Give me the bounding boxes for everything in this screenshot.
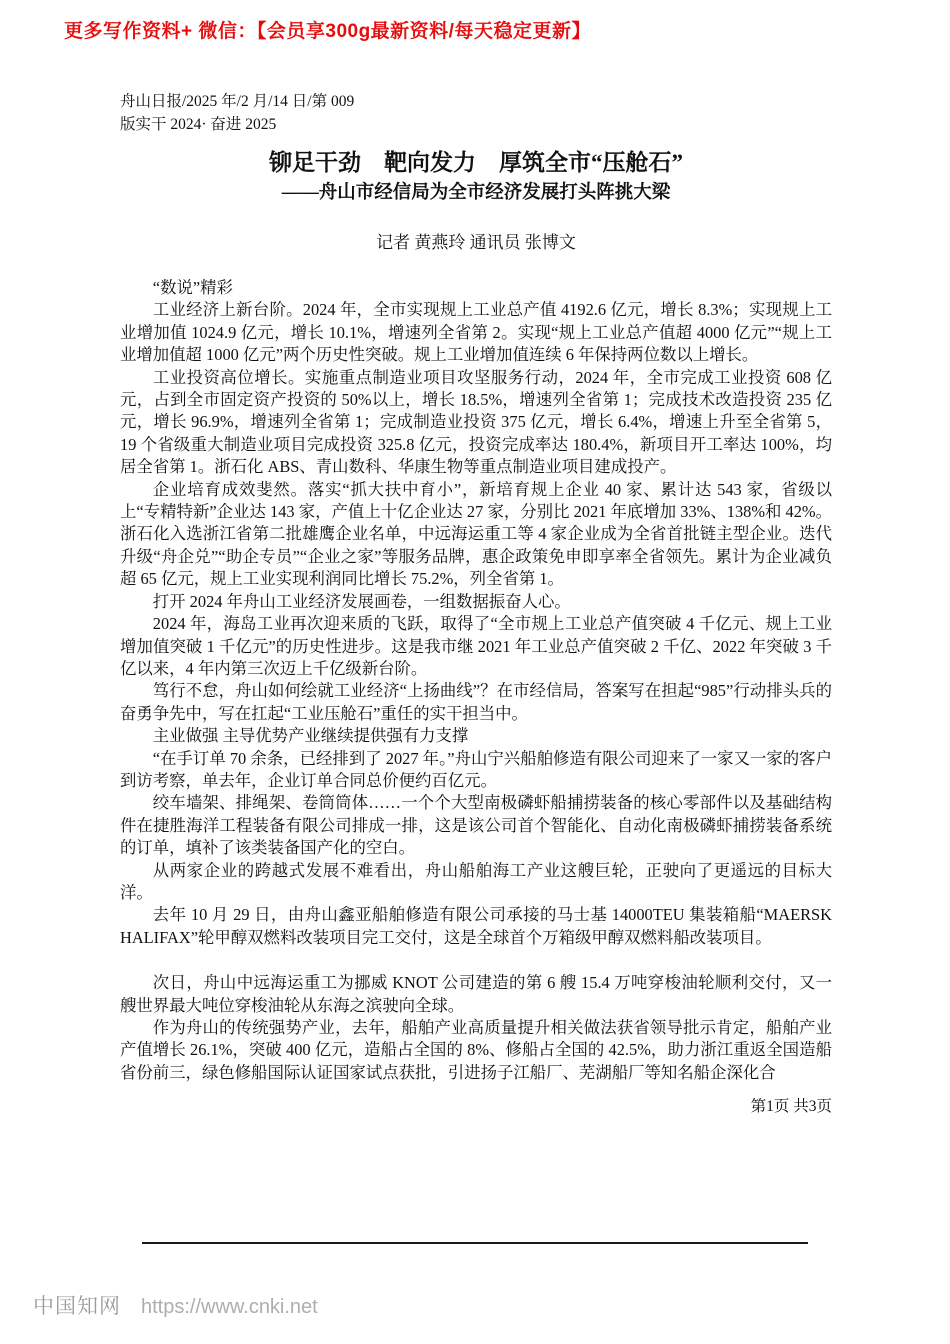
- article-body: [120, 277, 832, 1084]
- page-number-indicator: 第1页 共3页: [750, 1098, 832, 1115]
- article-byline: 记者 黄燕玲 通讯员 张博文: [376, 233, 576, 252]
- cnki-url-text: https://www.cnki.net: [141, 1296, 318, 1318]
- paragraph: 企业培育成效斐然。落实“抓大扶中育小”，新培育规上企业 40 家、累计达 543 家，省级以上“专精特新”企业达 143 家，产值上十亿企业达 27 家，分别比 2021 年底增加 33%、138%和 42%。浙石化入选浙江省第二批雄鹰企业名单，中远海运重工等 4 家企业成为全省首批链主型企业。迭代升级“舟企兑”“助企专员”“企业之家”等服务品牌，惠企政策免申即享率全省领先。累计为企业减负超 65 亿元，规上工业实现利润同比增长 75.2%，列全省第 1。: [120, 479, 832, 589]
- paragraph-section-heading: 主业做强 主导优势产业继续提供强有力支撑: [152, 726, 469, 746]
- paragraph: 工业经济上新台阶。2024 年，全市实现规上工业总产值 4192.6 亿元，增长 8.3%；实现规上工业增加值 1024.9 亿元，增长 10.1%，增速列全省第 2。实现“规上工业总产值超 4000 亿元”“规上工业增加值超 1000 亿元”两个历史性突破。规上工业增加值连续 6 年保持两位数以上增长。: [120, 300, 832, 365]
- paragraph: 去年 10 月 29 日，由舟山鑫亚船舶修造有限公司承接的马士基 14000TEU 集装箱船“MAERSK HALIFAX”轮甲醇双燃料改装项目完工交付，这是全球首个万箱级甲醇双燃料船改装项目。: [120, 905, 832, 947]
- article-content: [120, 90, 832, 1084]
- paragraph: 打开 2024 年舟山工业经济发展画卷，一组数据振奋人心。: [152, 591, 571, 611]
- paragraph: “在手订单 70 余条，已经排到了 2027 年。”舟山宁兴船舶修造有限公司迎来了一家又一家的客户到访考察，单去年，企业订单合同总价便约百亿元。: [120, 748, 832, 790]
- paragraph: 工业投资高位增长。实施重点制造业项目攻坚服务行动，2024 年，全市完成工业投资 608 亿元，占到全市固定资产投资的 50%以上，增长 18.5%，增速列全省第 1；完成技术改造投资 235 亿元，增长 96.9%，增速列全省第 1；完成制造业投资 375 亿元，增长 6.4%，增速上升至全省第 5，19 个省级重大制造业项目完成投资 325.8 亿元，投资完成率达 180.4%，新项目开工率达 100%，均居全省第 1。浙石化 ABS、青山数科、华康生物等重点制造业项目建成投产。: [120, 367, 832, 477]
- cnki-watermark: [33, 1290, 318, 1320]
- paragraph: 作为舟山的传统强势产业，去年，船舶产业高质量提升相关做法获省领导批示肯定，船舶产业产值增长 26.1%，突破 400 亿元，造船占全国的 8%、修船占全国的 42.5%，助力浙江重返全国造船省份前三，绿色修船国际认证国家试点获批，引进扬子江船厂、芜湖船厂等知名船企深化合: [120, 1018, 832, 1082]
- source-meta-line2: 版实干 2024· 奋进 2025: [120, 116, 277, 133]
- article-subtitle: ——舟山市经信局为全市经济发展打头阵挑大梁: [281, 183, 671, 203]
- article-title: 铆足干劲 靶向发力 厚筑全市“压舱石”: [269, 150, 683, 175]
- promo-banner: 更多写作资料+ 微信：【会员享300g最新资料/每天稳定更新】: [64, 21, 591, 42]
- cnki-logo-text: 中国知网: [33, 1295, 121, 1318]
- paragraph: 从两家企业的跨越式发展不难看出，舟山船舶海工产业这艘巨轮，正驶向了更遥远的目标大洋。: [120, 860, 832, 902]
- source-meta-line1: 舟山日报/2025 年/2 月/14 日/第 009: [120, 93, 355, 110]
- footer-divider-line: [142, 1242, 808, 1244]
- paragraph: “数说”精彩: [152, 278, 233, 297]
- paragraph: 绞车墙架、排绳架、卷筒筒体……一个个大型南极磷虾船捕捞装备的核心零部件以及基础结构件在捷胜海洋工程装备有限公司排成一排，这是该公司首个智能化、自动化南极磷虾捕捞装备系统的订单，填补了该类装备国产化的空白。: [120, 793, 832, 858]
- paragraph: 笃行不怠，舟山如何绘就工业经济“上扬曲线”？在市经信局，答案写在担起“985”行动排头兵的奋勇争先中，写在扛起“工业压舱石”重任的实干担当中。: [120, 681, 832, 723]
- paragraph: 2024 年，海岛工业再次迎来质的飞跃，取得了“全市规上工业总产值突破 4 千亿元、规上工业增加值突破 1 千亿元”的历史性进步。这是我市继 2021 年工业总产值突破 2 千亿、2022 年突破 3 千亿以来，4 年内第三次迈上千亿级新台阶。: [120, 614, 832, 678]
- paragraph: 次日，舟山中远海运重工为挪威 KNOT 公司建造的第 6 艘 15.4 万吨穿梭油轮顺利交付，又一艘世界最大吨位穿梭油轮从东海之滨驶向全球。: [120, 973, 832, 1015]
